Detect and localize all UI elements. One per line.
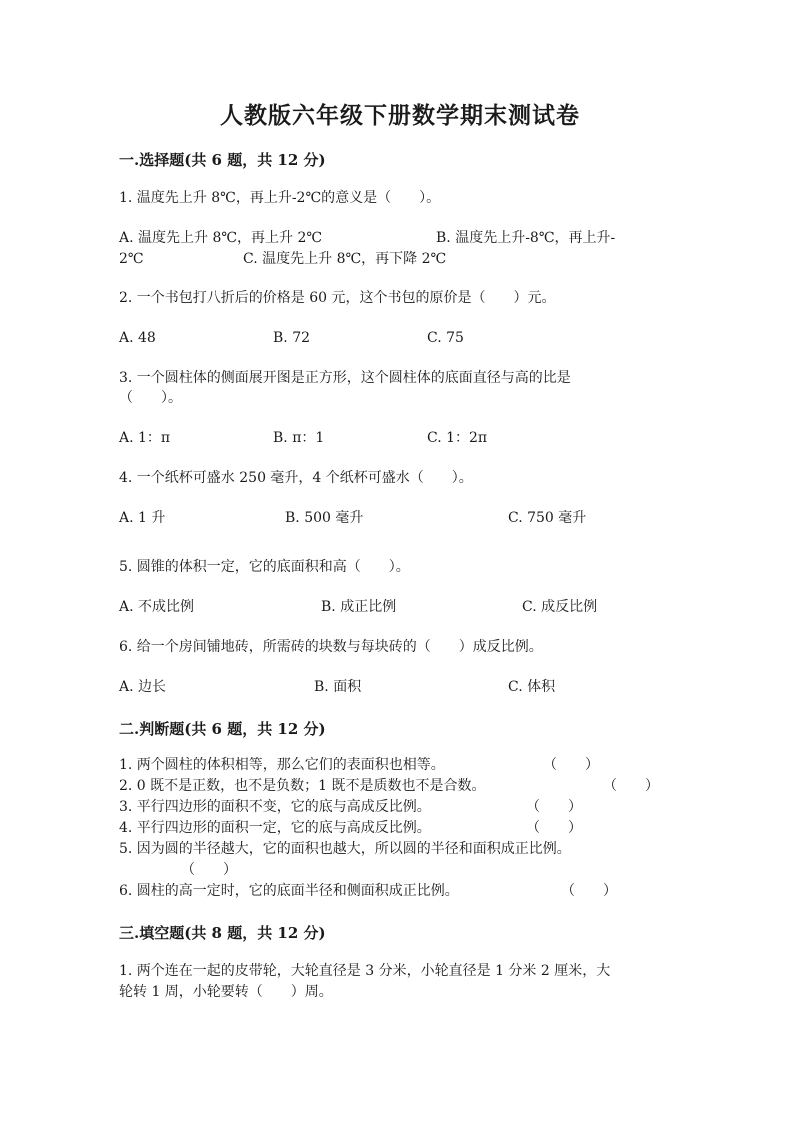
question-5-stem: 5. 圆锥的体积一定，它的底面积和高（ ）。 <box>119 559 410 575</box>
question-2-stem: 2. 一个书包打八折后的价格是 60 元，这个书包的原价是（ ）元。 <box>119 290 556 306</box>
question-1-option-b-continued: 2℃ <box>119 251 144 267</box>
question-6-option-b: B. 面积 <box>314 679 362 695</box>
question-6-stem: 6. 给一个房间铺地砖，所需砖的块数与每块砖的（ ）成反比例。 <box>119 639 543 655</box>
question-3-option-b: B. π：1 <box>273 430 325 446</box>
judge-item-3: 3. 平行四边形的面积不变，它的底与高成反比例。 <box>119 799 431 815</box>
judge-item-5-blank[interactable]: （ ） <box>181 862 237 878</box>
question-3-option-c: C. 1：2π <box>427 430 488 446</box>
question-5-option-a: A. 不成比例 <box>119 599 195 615</box>
question-3-stem-continued: （ ）。 <box>119 390 182 406</box>
judge-item-1: 1. 两个圆柱的体积相等，那么它们的表面积也相等。 <box>119 757 445 773</box>
judge-item-6-blank[interactable]: （ ） <box>561 883 617 899</box>
fill-question-1-stem-continued: 轮转 1 周，小轮要转（ ）周。 <box>119 984 333 1000</box>
question-5-option-c: C. 成反比例 <box>522 599 598 615</box>
judge-item-5: 5. 因为圆的半径越大，它的面积也越大，所以圆的半径和面积成正比例。 <box>119 841 571 857</box>
question-1-option-c: C. 温度先上升 8℃，再下降 2℃ <box>243 251 447 267</box>
section-heading-choice: 一.选择题(共 6 题，共 12 分) <box>119 151 326 169</box>
question-2-option-c: C. 75 <box>427 330 464 346</box>
question-6-option-a: A. 边长 <box>119 679 167 695</box>
question-2-option-b: B. 72 <box>273 330 311 346</box>
question-4-option-a: A. 1 升 <box>119 510 166 526</box>
judge-item-1-blank[interactable]: （ ） <box>543 757 599 773</box>
question-3-option-a: A. 1：π <box>119 430 171 446</box>
question-1-option-a: A. 温度先上升 8℃，再上升 2℃ <box>119 230 323 246</box>
judge-item-2-blank[interactable]: （ ） <box>603 778 659 794</box>
question-2-option-a: A. 48 <box>119 330 156 346</box>
question-4-option-b: B. 500 毫升 <box>285 510 364 526</box>
question-1-stem: 1. 温度先上升 8℃，再上升-2℃的意义是（ ）。 <box>119 190 441 206</box>
question-3-stem: 3. 一个圆柱体的侧面展开图是正方形，这个圆柱体的底面直径与高的比是 <box>119 370 571 386</box>
question-4-stem: 4. 一个纸杯可盛水 250 毫升，4 个纸杯可盛水（ ）。 <box>119 470 473 486</box>
fill-question-1-stem: 1. 两个连在一起的皮带轮，大轮直径是 3 分米，小轮直径是 1 分米 2 厘米，大 <box>119 963 611 979</box>
question-5-option-b: B. 成正比例 <box>321 599 397 615</box>
judge-item-2: 2. 0 既不是正数，也不是负数；1 既不是质数也不是合数。 <box>119 778 486 794</box>
judge-item-3-blank[interactable]: （ ） <box>526 799 582 815</box>
page-title: 人教版六年级下册数学期末测试卷 <box>220 102 580 129</box>
question-6-option-c: C. 体积 <box>508 679 556 695</box>
judge-item-4-blank[interactable]: （ ） <box>526 820 582 836</box>
judge-item-6: 6. 圆柱的高一定时，它的底面半径和侧面积成正比例。 <box>119 883 459 899</box>
section-heading-judge: 二.判断题(共 6 题，共 12 分) <box>119 720 326 738</box>
question-1-option-b: B. 温度先上升-8℃，再上升- <box>436 230 616 246</box>
section-heading-fill: 三.填空题(共 8 题，共 12 分) <box>119 924 326 942</box>
judge-item-4: 4. 平行四边形的面积一定，它的底与高成反比例。 <box>119 820 431 836</box>
question-4-option-c: C. 750 毫升 <box>508 510 587 526</box>
